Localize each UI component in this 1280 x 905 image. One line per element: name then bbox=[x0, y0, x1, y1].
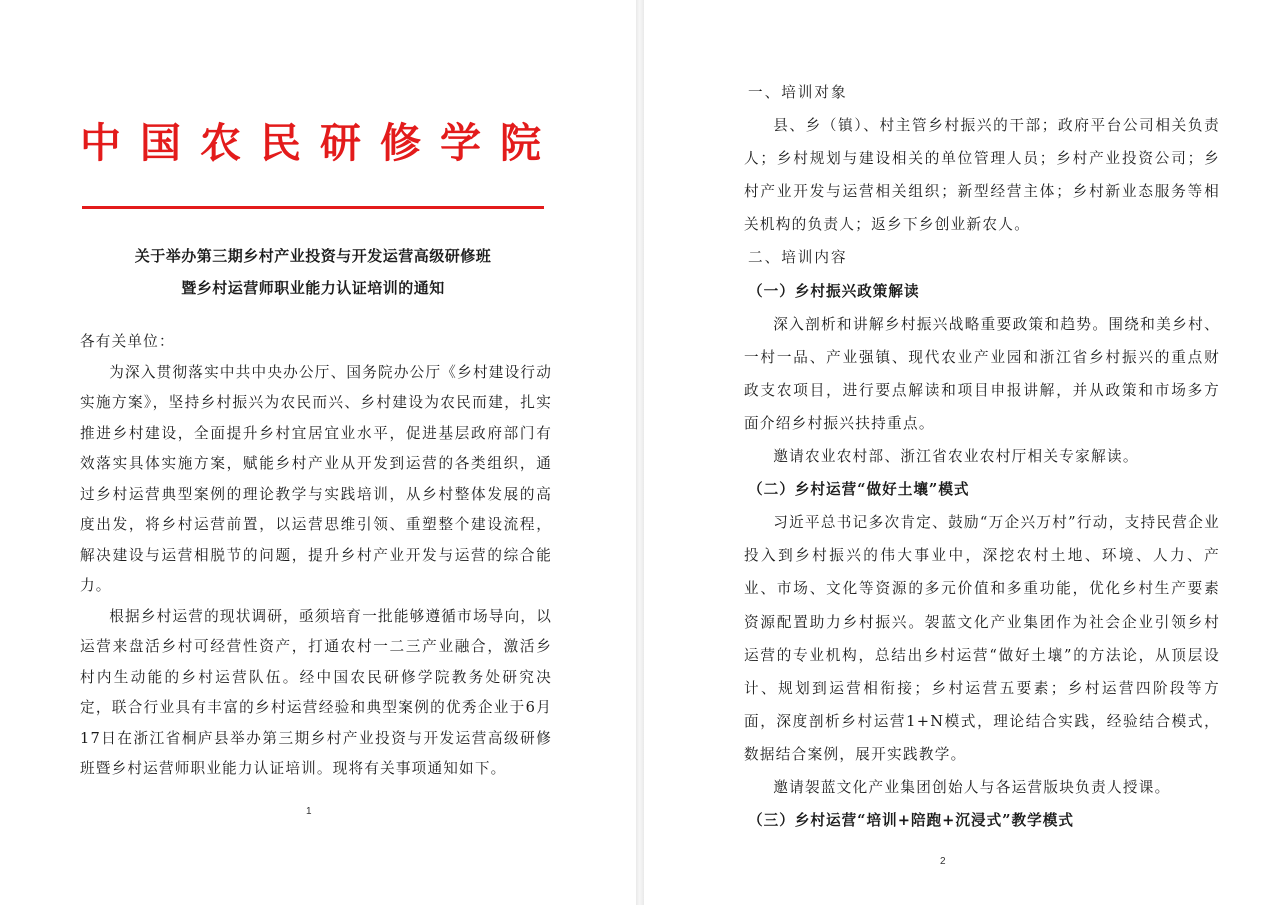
institution-masthead: 中国农民研修学院 bbox=[80, 119, 560, 167]
subsection-soil-model-text: 习近平总书记多次肯定、鼓励“万企兴万村”行动，支持民营企业投入到乡村振兴的伟大事业中，深挖农村土地、环境、人力、产业、市场、文化等资源的多元价值和多重功能，优化乡村生产要素资源配置助力乡村振兴。袈蓝文化产业集团作为社会企业引领乡村运营的专业机构，总结出乡村运营“做好土壤”的方法论，从顶层设计、规划到运营相衔接；乡村运营五要素；乡村运营四阶段等方面，深度剖析乡村运营1+N模式，理论结合实践，经验结合模式，数据结合案例，展开实践教学。 bbox=[744, 514, 1220, 763]
page-2-body bbox=[744, 76, 1220, 837]
subsection-soil-model-speakers: 邀请袈蓝文化产业集团创始人与各运营版块负责人授课。 bbox=[773, 778, 1171, 796]
intro-paragraph-1: 为深入贯彻落实中共中央办公厅、国务院办公厅《乡村建设行动实施方案》，坚持乡村振兴为农民而兴、乡村建设为农民而建，扎实推进乡村建设，全面提升乡村宜居宜业水平，促进基层政府部门有效落实具体实施方案，赋能乡村产业从开发到运营的各类组织，通过乡村运营典型案例的理论教学与实践培训，从乡村整体发展的高度出发，将乡村运营前置，以运营思维引领、重塑整个建设流程，解决建设与运营相脱节的问题，提升乡村产业开发与运营的综合能力。 bbox=[80, 363, 552, 594]
masthead-red-rule bbox=[82, 206, 544, 209]
subsection-policy-heading: （一）乡村振兴政策解读 bbox=[748, 282, 920, 300]
section-training-targets-text: 县、乡（镇）、村主管乡村振兴的干部；政府平台公司相关负责人；乡村规划与建设相关的单位管理人员；乡村产业投资公司；乡村产业开发与运营相关组织；新型经营主体；乡村新业态服务等相关机构的负责人；返乡下乡创业新农人。 bbox=[744, 117, 1220, 234]
page-gutter bbox=[636, 0, 644, 905]
salutation: 各有关单位： bbox=[80, 333, 175, 350]
notice-title bbox=[82, 240, 544, 304]
notice-title-line-1: 关于举办第三期乡村产业投资与开发运营高级研修班 bbox=[134, 247, 492, 265]
page-2 bbox=[644, 0, 1280, 905]
subsection-policy-text: 深入剖析和讲解乡村振兴战略重要政策和趋势。围绕和美乡村、一村一品、产业强镇、现代农业产业园和浙江省乡村振兴的重点财政支农项目，进行要点解读和项目申报讲解，并从政策和市场多方面介绍乡村振兴扶持重点。 bbox=[744, 315, 1220, 432]
subsection-teaching-model-heading: （三）乡村运营“培训+陪跑+沉浸式”教学模式 bbox=[748, 812, 1074, 830]
section-training-content-heading: 二、培训内容 bbox=[748, 249, 848, 267]
section-training-targets-heading: 一、培训对象 bbox=[748, 84, 848, 101]
page-number-1: 1 bbox=[306, 806, 312, 817]
page-1 bbox=[0, 0, 636, 905]
subsection-policy-speakers: 邀请农业农村部、浙江省农业农村厅相关专家解读。 bbox=[773, 448, 1139, 466]
notice-title-line-2: 暨乡村运营师职业能力认证培训的通知 bbox=[181, 279, 445, 297]
page-1-body bbox=[80, 327, 552, 785]
page-number-2: 2 bbox=[940, 856, 946, 867]
intro-paragraph-2: 根据乡村运营的现状调研，亟须培育一批能够遵循市场导向，以运营来盘活乡村可经营性资产，打通农村一二三产业融合，激活乡村内生动能的乡村运营队伍。经中国农民研修学院教务处研究决定，联合行业具有丰富的乡村运营经验和典型案例的优秀企业于6月17日在浙江省桐庐县举办第三期乡村产业投资与开发运营高级研修班暨乡村运营师职业能力认证培训。现将有关事项通知如下。 bbox=[80, 607, 552, 777]
subsection-soil-model-heading: （二）乡村运营“做好土壤”模式 bbox=[748, 481, 970, 499]
